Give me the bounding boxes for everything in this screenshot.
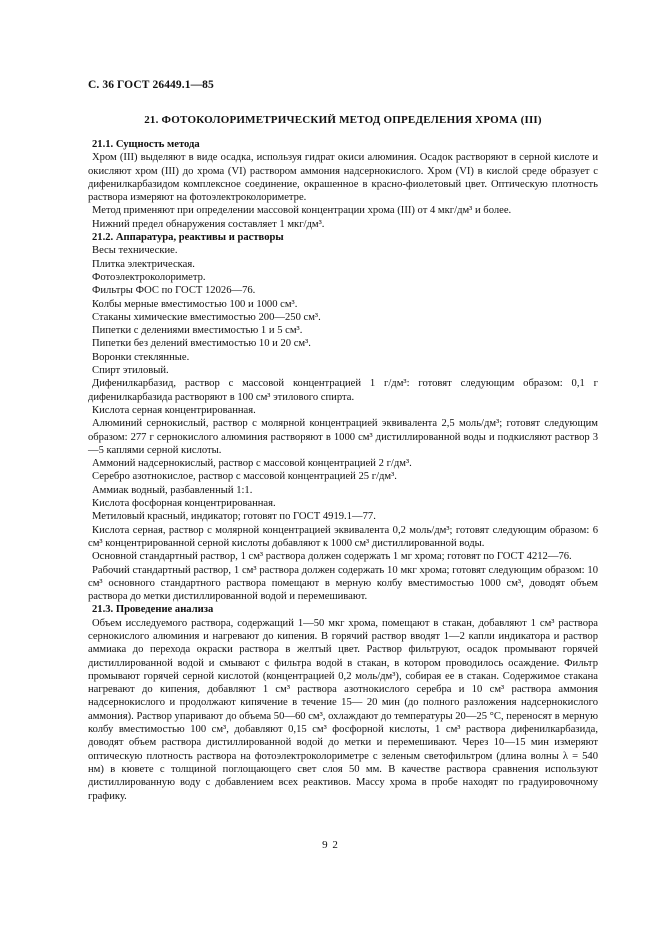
paragraph-sulfuric-acid: Кислота серная концентрированная. bbox=[92, 404, 256, 416]
equipment-item: Воронки стеклянные. bbox=[92, 351, 190, 363]
section-title: 21. ФОТОКОЛОРИМЕТРИЧЕСКИЙ МЕТОД ОПРЕДЕЛЕНИЯ ХРОМА (III) bbox=[144, 114, 542, 126]
paragraph-ammonium-persulfate: Аммоний надсернокислый, раствор с массовой концентрацией 2 г/дм³. bbox=[92, 458, 412, 470]
paragraph-diphenylcarbazide: Дифенилкарбазид, раствор с массовой концентрацией 1 г/дм³: готовят следующим образом: 0,1 г дифенилкарбазида растворяют в 100 см³ этилового спирта. bbox=[88, 378, 598, 403]
equipment-item: Фильтры ФОС по ГОСТ 12026—76. bbox=[92, 285, 256, 297]
page-number: 9 2 bbox=[322, 839, 339, 851]
equipment-item: Стаканы химические вместимостью 200—250 см³. bbox=[92, 311, 321, 323]
equipment-item: Весы технические. bbox=[92, 245, 178, 257]
paragraph-detection-limit: Нижний предел обнаружения составляет 1 мкг/дм³. bbox=[92, 218, 325, 230]
paragraph-ammonia: Аммиак водный, разбавленный 1:1. bbox=[92, 484, 253, 496]
paragraph-phosphoric-acid: Кислота фосфорная концентрированная. bbox=[92, 498, 276, 510]
page-header: С. 36 ГОСТ 26449.1—85 bbox=[88, 79, 214, 91]
equipment-item: Колбы мерные вместимостью 100 и 1000 см³. bbox=[92, 298, 298, 310]
subsection-heading-equipment: 21.2. Аппаратура, реактивы и растворы bbox=[92, 232, 284, 244]
document-body bbox=[88, 138, 598, 803]
subsection-heading-analysis: 21.3. Проведение анализа bbox=[92, 604, 214, 616]
paragraph-method-essence: Хром (III) выделяют в виде осадка, используя гидрат окиси алюминия. Осадок растворяют в серной кислоте и окисляют хром (III) до хрома (VI) раствором аммония надсернокислого. Хром (VI) в кислой среде образует с дифенилкарбазидом комплексное соединение, окрашенное в красно-фиолетовый цвет. Оптическую плотность раствора измеряют на фотоэлектроколориметре. bbox=[88, 152, 598, 204]
paragraph-methyl-red: Метиловый красный, индикатор; готовят по ГОСТ 4919.1—77. bbox=[92, 511, 376, 523]
paragraph-analysis-procedure: Объем исследуемого раствора, содержащий 1—50 мкг хрома, помещают в стакан, добавляют 1 см³ раствора сернокислого алюминия и нагревают до кипения. В горячий раствор вводят 1—2 капли индикатора и раствор аммиака до перехода окраски раствора в желтый цвет. Раствор фильтруют, осадок промывают горячей дистиллированной водой и смывают с фильтра водой в стакан, в котором проводилось осаждение. Фильтр промывают горячей серной кислотой (концентрацией 0,2 моль/дм³), собирая ее в стакан. Содержимое стакана нагревают до кипения, добавляют 1 см³ раствора азотнокислого серебра и 10 см³ раствора аммония надсернокислого и продолжают кипячение в течение 15— 20 мин (до полного разложения надсернокислого аммония). Раствор упаривают до объема 50—60 см³, охлаждают до температуры 20—25 °С, переносят в мерную колбу вместимостью 100 см³, добавляют 0,15 см³ фосфорной кислоты, 1 см³ раствора дифенилкарбазида, доводят объем раствора дистиллированной водой до метки и перемешивают. Через 10—15 мин измеряют оптическую плотность раствора на фотоэлектроколориметре с зеленым светофильтром (длина волны λ = 540 нм) в кювете с толщиной поглощающего свет слоя 50 мм. В качестве раствора сравнения используют дистиллированную воду с добавлением всех реактивов. Массу хрома в пробе находят по градуировочному графику. bbox=[88, 617, 598, 802]
equipment-item: Пипетки с делениями вместимостью 1 и 5 см³. bbox=[92, 325, 303, 337]
paragraph-stock-standard: Основной стандартный раствор, 1 см³ раствора должен содержать 1 мг хрома; готовят по ГОСТ 4212—76. bbox=[92, 551, 572, 563]
paragraph-sulfuric-acid-solution: Кислота серная, раствор с молярной концентрацией эквивалента 0,2 моль/дм³; готовят следующим образом: 6 см³ концентрированной серной кислоты добавляют к 1000 см³ дистиллированной воды. bbox=[88, 524, 598, 549]
equipment-item: Плитка электрическая. bbox=[92, 258, 195, 270]
equipment-item: Фотоэлектроколориметр. bbox=[92, 271, 206, 283]
paragraph-aluminium-sulfate: Алюминий сернокислый, раствор с молярной концентрацией эквивалента 2,5 моль/дм³; готовят следующим образом: 277 г сернокислого алюминия растворяют в 1000 см³ дистиллированной воды и подкисляют раствор 3—5 каплями серной кислоты. bbox=[88, 418, 598, 456]
paragraph-working-standard: Рабочий стандартный раствор, 1 см³ раствора должен содержать 10 мкг хрома; готовят следующим образом: 10 см³ основного стандартного раствора помещают в мерную колбу вместимостью 1000 см³, доводят объем раствора до метки дистиллированной водой и перемешивают. bbox=[88, 564, 598, 603]
paragraph-method-range: Метод применяют при определении массовой концентрации хрома (III) от 4 мкг/дм³ и более. bbox=[92, 205, 512, 217]
paragraph-silver-nitrate: Серебро азотнокислое, раствор с массовой концентрацией 25 г/дм³. bbox=[92, 471, 397, 483]
equipment-item: Пипетки без делений вместимостью 10 и 20 см³. bbox=[92, 338, 311, 350]
subsection-heading-essence: 21.1. Сущность метода bbox=[92, 139, 200, 150]
equipment-item: Спирт этиловый. bbox=[92, 365, 169, 377]
